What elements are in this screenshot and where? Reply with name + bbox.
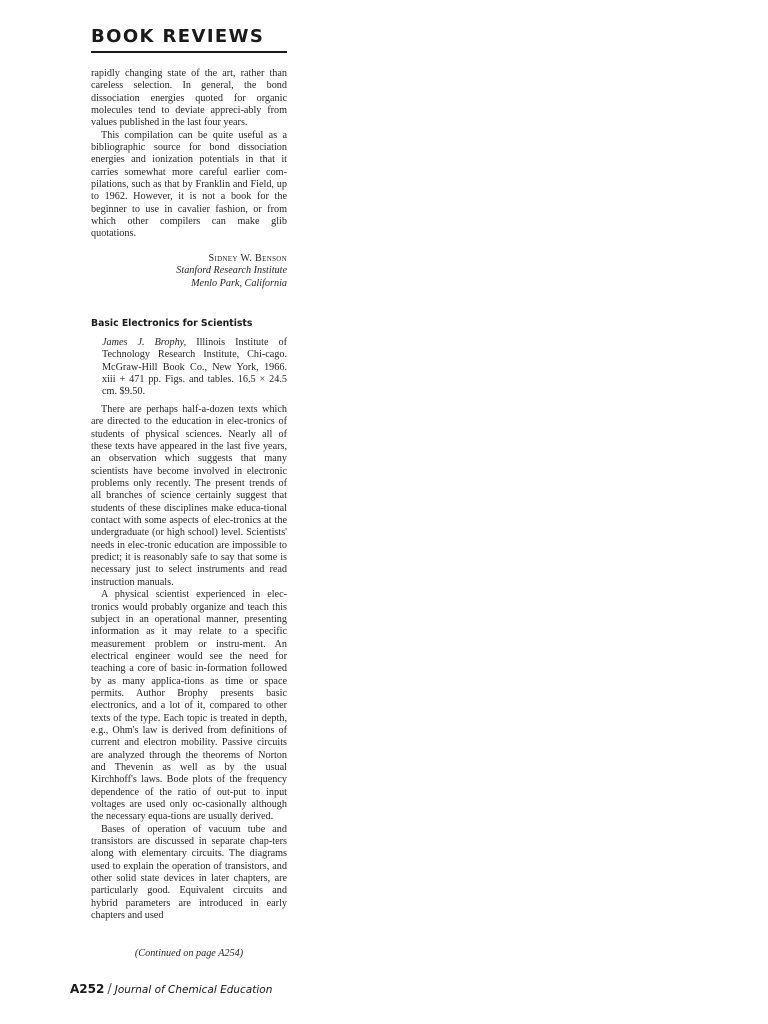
journal-name: Journal of Chemical Education — [114, 984, 273, 996]
reviewer-location: Menlo Park, California — [191, 277, 287, 289]
review-body — [91, 404, 287, 922]
review-title: Basic Electronics for Scientists — [91, 318, 253, 329]
reviewer-name: Sidney W. Benson — [208, 253, 287, 264]
reviewer-signature — [91, 253, 287, 290]
book-citation — [102, 337, 287, 399]
review-paragraph: Bases of operation of vacuum tube and transistors are discussed in separate chap-ters along with elementary circuits. The diagrams used to explain the operation of transistors, and other solid state devices in later chapters, are particularly good. Equivalent circuits and hybrid parameters are introduced in early chapters and used — [91, 823, 287, 922]
review-paragraph: A physical scientist experienced in elec-tronics would probably organize and teach this subject in an operational manner, presenting information as it may relate to a specific measurement problem or instru-ment. An electrical engineer would see the need for teaching a core of basic in-formation followed by as many applica-tions as time or space permits. Author Brophy presents basic electronics, and a lot of it, compared to other texts of the type. Each topic is treated in depth, e.g., Ohm's law is derived from definitions of current and electron mobility. Passive circuits are analyzed through the theorems of Norton and Thevenin as well as by the usual Kirchhoff's laws. Bode plots of the frequency dependence of the ratio of out-put to input voltages are used only oc-casionally although the necessary equa-tions are usually derived. — [91, 589, 287, 823]
previous-review-continuation — [91, 68, 287, 241]
review-paragraph: This compilation can be quite useful as a bibliographic source for bond dissociation energies and ionization potentials in that it carries somewhat more careful earlier com-pilations, such as that by Franklin and Field, up to 1962. However, it is not a book for the beginner to use in cavalier fashion, or from which other compilers can make glib quotations. — [91, 129, 287, 240]
page-number: A252 — [70, 982, 105, 996]
section-title-book-reviews: BOOK REVIEWS — [91, 26, 265, 47]
continued-note: (Continued on page A254) — [134, 948, 244, 959]
footer-separator: / — [107, 982, 112, 997]
book-author: James J. Brophy, — [102, 337, 187, 348]
review-paragraph: rapidly changing state of the art, rather than careless selection. In general, the bond dissociation energies quoted for organic molecules tend to deviate appreci-ably from values published in the last four years. — [91, 68, 287, 129]
book-details: Illinois Institute of Technology Research Institute, Chi-cago. McGraw-Hill Book Co., New York, 1966. xiii + 471 pp. Figs. and tables. 16.5 × 24.5 cm. $9.50. — [102, 337, 288, 398]
header-rule — [91, 51, 287, 53]
section-header — [91, 26, 287, 53]
reviewer-institution: Stanford Research Institute — [176, 265, 287, 277]
review-paragraph: There are perhaps half-a-dozen texts which are directed to the education in elec-tronics of students of physical sciences. Nearly all of these texts have appeared in the last five years, an observation which suggests that many scientists have become involved in electronic problems only recently. The present trends of all branches of science certainly suggest that students of these disciplines make educa-tional contact with some aspects of elec-tronics at the undergraduate (or high school) level. Scientists' needs in elec-tronic education are impossible to predict; it is reasonably safe to say that some is necessary just to select instruments and read instruction manuals. — [91, 404, 287, 588]
page-footer — [70, 980, 290, 998]
